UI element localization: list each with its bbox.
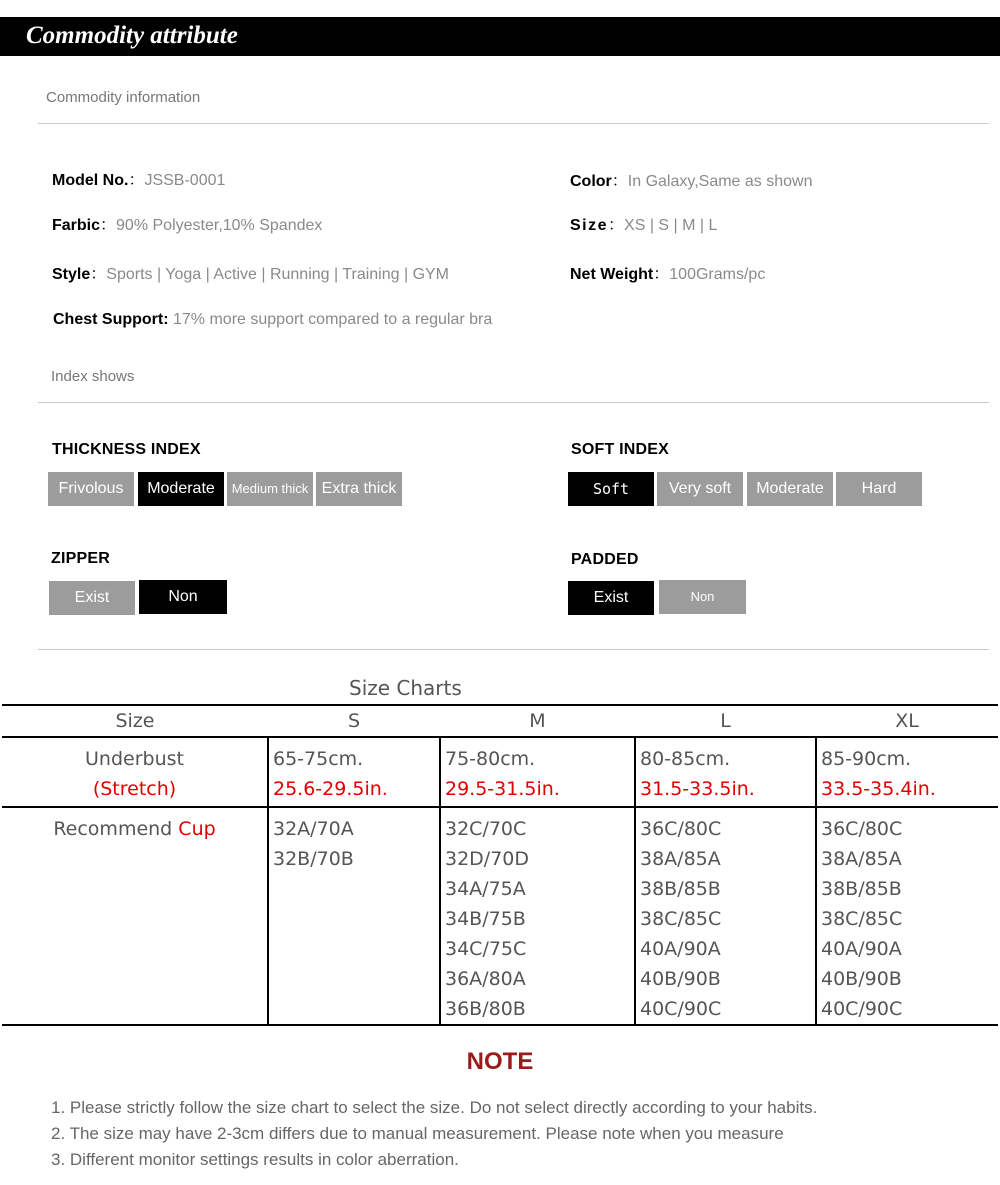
header-size: Size — [2, 705, 268, 737]
header-m: M — [440, 705, 635, 737]
recommend-cup-label: Cup — [178, 818, 216, 840]
divider — [38, 123, 989, 124]
cup-value: 40B/90B — [821, 968, 902, 990]
zipper-option-exist: Exist — [49, 581, 135, 615]
attr-size — [570, 212, 717, 235]
attr-size-value: XS | S | M | L — [624, 217, 718, 234]
attr-net-weight-sep: ： — [653, 266, 670, 283]
recommend-label-cell — [2, 807, 268, 1025]
cup-value: 36B/80B — [445, 998, 526, 1020]
cup-value: 36C/80C — [821, 818, 903, 840]
attr-fabric — [52, 212, 322, 235]
cup-value: 38C/85C — [821, 908, 903, 930]
cup-value: 38B/85B — [640, 878, 721, 900]
attr-style-value: Sports | Yoga | Active | Running | Training | GYM — [106, 266, 450, 283]
attr-fabric-sep: ： — [100, 217, 117, 234]
attr-size-sep: ： — [608, 217, 625, 234]
padded-option-exist: Exist — [568, 581, 654, 615]
attr-net-weight-value: 100Grams/pc — [669, 266, 766, 283]
soft-option-soft: Soft — [568, 472, 654, 506]
underbust-cm: 75-80cm. — [445, 748, 536, 770]
underbust-inch: 25.6-29.5in. — [273, 778, 388, 800]
padded-title: PADDED — [571, 551, 639, 568]
cups-m — [440, 807, 635, 1025]
attr-net-weight-key: Net Weight — [570, 266, 654, 283]
underbust-cm: 65-75cm. — [273, 748, 364, 770]
note-line-2: 2. The size may have 2-3cm differs due to manual measurement. Please note when you measure — [51, 1124, 784, 1143]
cup-value: 32A/70A — [273, 818, 354, 840]
attr-fabric-key: Farbic — [52, 217, 101, 234]
attr-size-key: Size — [570, 217, 609, 234]
divider — [38, 649, 989, 650]
zipper-title: ZIPPER — [51, 550, 110, 567]
header-l: L — [635, 705, 816, 737]
note-title: NOTE — [466, 1048, 534, 1075]
attr-color — [570, 168, 812, 191]
attr-color-sep: ： — [611, 173, 628, 190]
recommend-label: Recommend — [53, 818, 173, 840]
cup-value: 34B/75B — [445, 908, 526, 930]
cup-value: 38A/85A — [821, 848, 902, 870]
banner-title: Commodity attribute — [26, 22, 238, 49]
underbust-m — [440, 737, 635, 807]
attr-chest-support — [53, 311, 492, 329]
cup-value: 38A/85A — [640, 848, 721, 870]
thickness-option-extra-thick: Extra thick — [316, 472, 402, 506]
underbust-inch: 29.5-31.5in. — [445, 778, 560, 800]
underbust-inch: 31.5-33.5in. — [640, 778, 755, 800]
attr-style-sep: ： — [90, 266, 107, 283]
soft-option-very-soft: Very soft — [657, 472, 743, 506]
attr-color-value: In Galaxy,Same as shown — [627, 173, 813, 190]
soft-option-hard: Hard — [836, 472, 922, 506]
header-s: S — [268, 705, 440, 737]
attr-net-weight — [570, 261, 765, 284]
attr-chest-support-value: 17% more support compared to a regular bra — [173, 311, 493, 328]
divider — [38, 402, 989, 403]
underbust-xl — [816, 737, 998, 807]
attr-color-key: Color — [570, 173, 612, 190]
underbust-cm: 85-90cm. — [821, 748, 912, 770]
underbust-label-cell — [2, 737, 268, 807]
cup-value: 40A/90A — [640, 938, 721, 960]
cup-value: 38B/85B — [821, 878, 902, 900]
attr-model-value: JSSB-0001 — [144, 172, 226, 189]
thickness-option-moderate: Moderate — [138, 472, 224, 506]
attr-chest-support-key: Chest Support: — [53, 311, 169, 328]
cups-s — [268, 807, 440, 1025]
cup-value: 32D/70D — [445, 848, 530, 870]
cup-value: 34C/75C — [445, 938, 527, 960]
header-xl: XL — [816, 705, 998, 737]
underbust-s — [268, 737, 440, 807]
recommend-cup-row — [2, 807, 998, 1025]
cup-value: 40C/90C — [821, 998, 903, 1020]
size-chart-table — [2, 704, 998, 1026]
attr-model — [52, 167, 225, 190]
note-line-1: 1. Please strictly follow the size chart to select the size. Do not select directly according to your habits. — [51, 1098, 818, 1117]
underbust-l — [635, 737, 816, 807]
cup-value: 36C/80C — [640, 818, 722, 840]
soft-index-title: SOFT INDEX — [571, 441, 670, 458]
underbust-stretch-label: (Stretch) — [92, 778, 177, 800]
cup-value: 34A/75A — [445, 878, 526, 900]
cups-l — [635, 807, 816, 1025]
cup-value: 32B/70B — [273, 848, 354, 870]
cup-value: 32C/70C — [445, 818, 527, 840]
attr-model-sep: ： — [128, 172, 145, 189]
zipper-option-non: Non — [139, 580, 227, 614]
underbust-label: Underbust — [85, 748, 184, 770]
soft-option-moderate: Moderate — [747, 472, 833, 506]
underbust-cm: 80-85cm. — [640, 748, 731, 770]
cup-value: 40C/90C — [640, 998, 722, 1020]
size-chart-header-row — [2, 705, 998, 737]
index-shows-label: Index shows — [51, 368, 135, 385]
thickness-index-title: THICKNESS INDEX — [52, 441, 201, 458]
thickness-option-medium-thick: Medium thick — [227, 472, 313, 506]
padded-option-non: Non — [659, 580, 746, 614]
size-chart-caption: Size Charts — [349, 676, 462, 700]
cups-xl — [816, 807, 998, 1025]
attr-model-key: Model No. — [52, 172, 129, 189]
attr-fabric-value: 90% Polyester,10% Spandex — [116, 217, 323, 234]
cup-value: 40B/90B — [640, 968, 721, 990]
cup-value: 40A/90A — [821, 938, 902, 960]
cup-value: 38C/85C — [640, 908, 722, 930]
underbust-inch: 33.5-35.4in. — [821, 778, 936, 800]
attr-style — [52, 261, 449, 284]
cup-value: 36A/80A — [445, 968, 526, 990]
underbust-row — [2, 737, 998, 807]
banner — [0, 17, 1000, 56]
thickness-option-frivolous: Frivolous — [48, 472, 134, 506]
attr-style-key: Style — [52, 266, 91, 283]
commodity-info-label: Commodity information — [46, 89, 201, 106]
note-line-3: 3. Different monitor settings results in color aberration. — [51, 1150, 459, 1169]
